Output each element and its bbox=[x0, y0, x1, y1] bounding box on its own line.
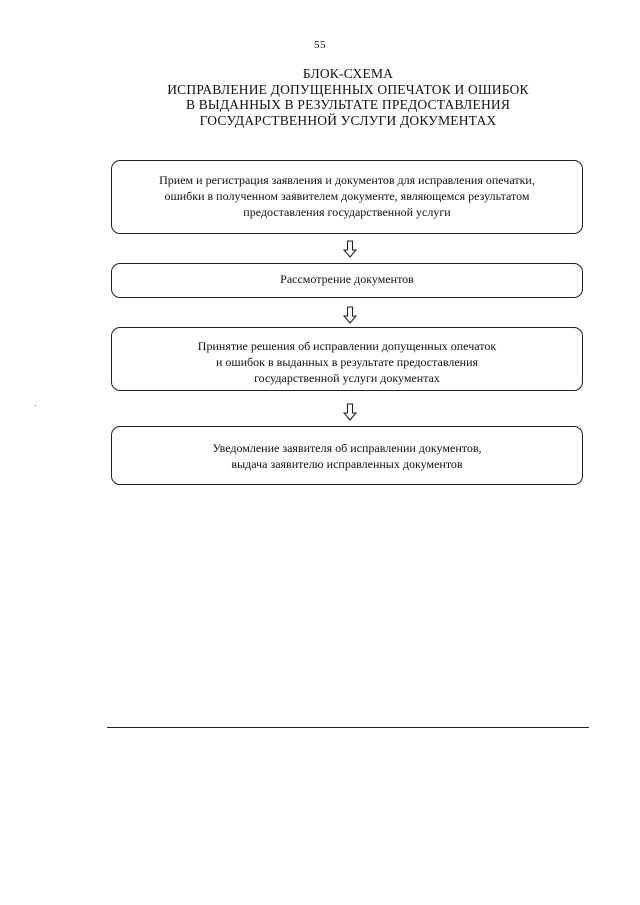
flow-step-reception bbox=[111, 160, 583, 234]
title-line: ИСПРАВЛЕНИЕ ДОПУЩЕННЫХ ОПЕЧАТОК И ОШИБОК bbox=[167, 81, 529, 97]
flow-step-notification bbox=[111, 426, 583, 485]
page-number: 55 bbox=[314, 39, 326, 51]
flow-step-text: ошибки в полученном заявителем документе, являющемся результатом bbox=[164, 189, 530, 203]
title-line: ГОСУДАРСТВЕННОЙ УСЛУГИ ДОКУМЕНТАХ bbox=[199, 112, 497, 128]
flow-step-text: выдача заявителю исправленных документов bbox=[231, 457, 463, 471]
hollow-down-arrow-icon bbox=[343, 403, 357, 421]
footer-divider bbox=[107, 727, 589, 728]
flow-step-text: предоставления государственной услуги bbox=[243, 205, 451, 219]
flow-step-text: Принятие решения об исправлении допущенных опечаток bbox=[197, 339, 497, 353]
flow-step-review bbox=[111, 263, 583, 298]
title-line: В ВЫДАННЫХ В РЕЗУЛЬТАТЕ ПРЕДОСТАВЛЕНИЯ bbox=[185, 97, 511, 112]
flow-step-text: и ошибок в выданных в результате предоставления bbox=[215, 355, 479, 369]
flow-step-decision bbox=[111, 327, 583, 391]
flow-step-text: Рассмотрение документов bbox=[280, 272, 414, 286]
flow-step-text: Уведомление заявителя об исправлении документов, bbox=[212, 441, 482, 455]
scan-speck bbox=[35, 405, 36, 406]
hollow-down-arrow-icon bbox=[343, 306, 357, 324]
title-line: БЛОК-СХЕМА bbox=[302, 66, 394, 81]
document-title bbox=[90, 66, 606, 128]
flow-step-text: государственной услуги документах bbox=[254, 371, 440, 385]
hollow-down-arrow-icon bbox=[343, 240, 357, 258]
flow-step-text: Прием и регистрация заявления и документов для исправления опечатки, bbox=[159, 173, 535, 187]
